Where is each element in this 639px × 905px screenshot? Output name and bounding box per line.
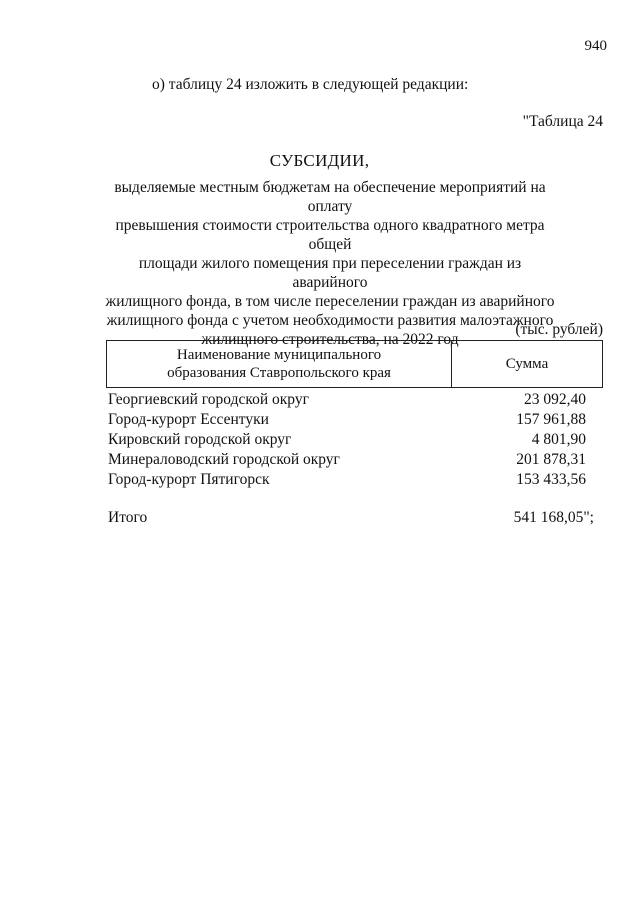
table-row	[108, 450, 586, 470]
header-name-line: Наименование муниципального	[176, 347, 382, 363]
subtitle-line: превышения стоимости строительства одного квадратного метра общей	[115, 217, 545, 253]
intro-text: о) таблицу 24 изложить в следующей редакции:	[152, 76, 469, 93]
table-row	[108, 430, 586, 450]
subtitle-line: выделяемые местным бюджетам на обеспечение мероприятий на оплату	[114, 179, 546, 215]
municipality-name: Георгиевский городской округ	[108, 391, 309, 408]
document-title: СУБСИДИИ,	[269, 151, 370, 170]
total-label: Итого	[108, 509, 148, 526]
total-row	[108, 508, 594, 528]
page-number: 940	[584, 38, 607, 54]
subsidy-amount: 4 801,90	[531, 431, 586, 448]
subsidy-amount: 23 092,40	[524, 391, 586, 408]
header-name-cell	[107, 341, 452, 387]
header-name-line: образования Ставропольского края	[167, 365, 391, 381]
subtitle-line: жилищного строительства, на 2022 год	[201, 331, 459, 348]
table-row	[108, 390, 586, 410]
header-sum-cell: Сумма	[505, 355, 549, 372]
municipality-name: Минераловодский городской округ	[108, 451, 340, 468]
subsidy-amount: 153 433,56	[516, 471, 586, 488]
municipality-name: Город-курорт Пятигорск	[108, 471, 270, 488]
unit-label: (тыс. рублей)	[515, 321, 603, 338]
municipality-name: Кировский городской округ	[108, 431, 292, 448]
municipality-name: Город-курорт Ессентуки	[108, 411, 269, 428]
table-reference: "Таблица 24	[522, 113, 603, 130]
table-header	[106, 340, 603, 388]
total-amount: 541 168,05";	[513, 509, 594, 526]
table-row	[108, 470, 586, 490]
subsidy-amount: 201 878,31	[516, 451, 586, 468]
document-subtitle	[100, 178, 560, 349]
subsidy-amount: 157 961,88	[516, 411, 586, 428]
subtitle-line: жилищного фонда с учетом необходимости развития малоэтажного	[106, 312, 554, 329]
subtitle-line: жилищного фонда, в том числе переселении граждан из аварийного	[105, 293, 555, 310]
subtitle-line: площади жилого помещения при переселении граждан из аварийного	[138, 255, 522, 291]
table-row	[108, 410, 586, 430]
table-body	[108, 390, 586, 490]
